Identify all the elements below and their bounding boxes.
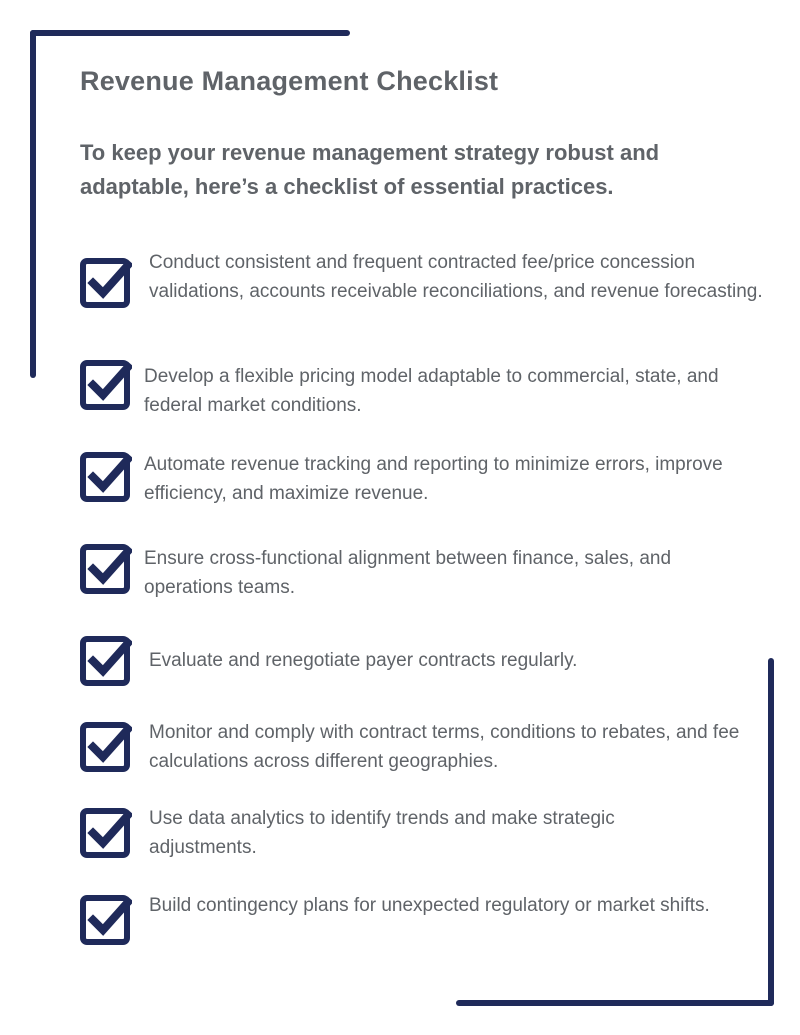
- checked-box-icon: [80, 450, 132, 502]
- checked-box-icon: [80, 358, 132, 410]
- checklist-item-text: Monitor and comply with contract terms, conditions to rebates, and fee calculations across different geographies.: [149, 722, 740, 772]
- checklist-item-text: Build contingency plans for unexpected regulatory or market shifts.: [149, 895, 710, 916]
- frame-top-horizontal-line: [30, 30, 350, 36]
- checklist-item-text: Conduct consistent and frequent contracted fee/price concession validations, accounts receivable reconciliations, and revenue forecasting.: [149, 252, 763, 302]
- intro-text: To keep your revenue management strategy robust and adaptable, here’s a checklist of essential practices.: [80, 140, 660, 199]
- frame-bottom-horizontal-line: [456, 1000, 774, 1006]
- checked-box-icon: [80, 542, 132, 594]
- checklist-item-text: Ensure cross-functional alignment between finance, sales, and operations teams.: [144, 548, 672, 598]
- frame-top-vertical-line: [30, 30, 36, 378]
- page-title: Revenue Management Checklist: [80, 66, 499, 96]
- checked-box-icon: [80, 806, 132, 858]
- checked-box-icon: [80, 720, 132, 772]
- checked-box-icon: [80, 256, 132, 308]
- checklist-item-text: Automate revenue tracking and reporting to minimize errors, improve efficiency, and maximize revenue.: [144, 454, 723, 504]
- checked-box-icon: [80, 893, 132, 945]
- checklist-item-text: Use data analytics to identify trends and make strategic adjustments.: [149, 808, 615, 858]
- checked-box-icon: [80, 634, 132, 686]
- checklist-item-text: Develop a flexible pricing model adaptable to commercial, state, and federal market conditions.: [144, 366, 719, 416]
- frame-bottom-vertical-line: [768, 658, 774, 1006]
- checklist-item-text: Evaluate and renegotiate payer contracts regularly.: [149, 650, 578, 671]
